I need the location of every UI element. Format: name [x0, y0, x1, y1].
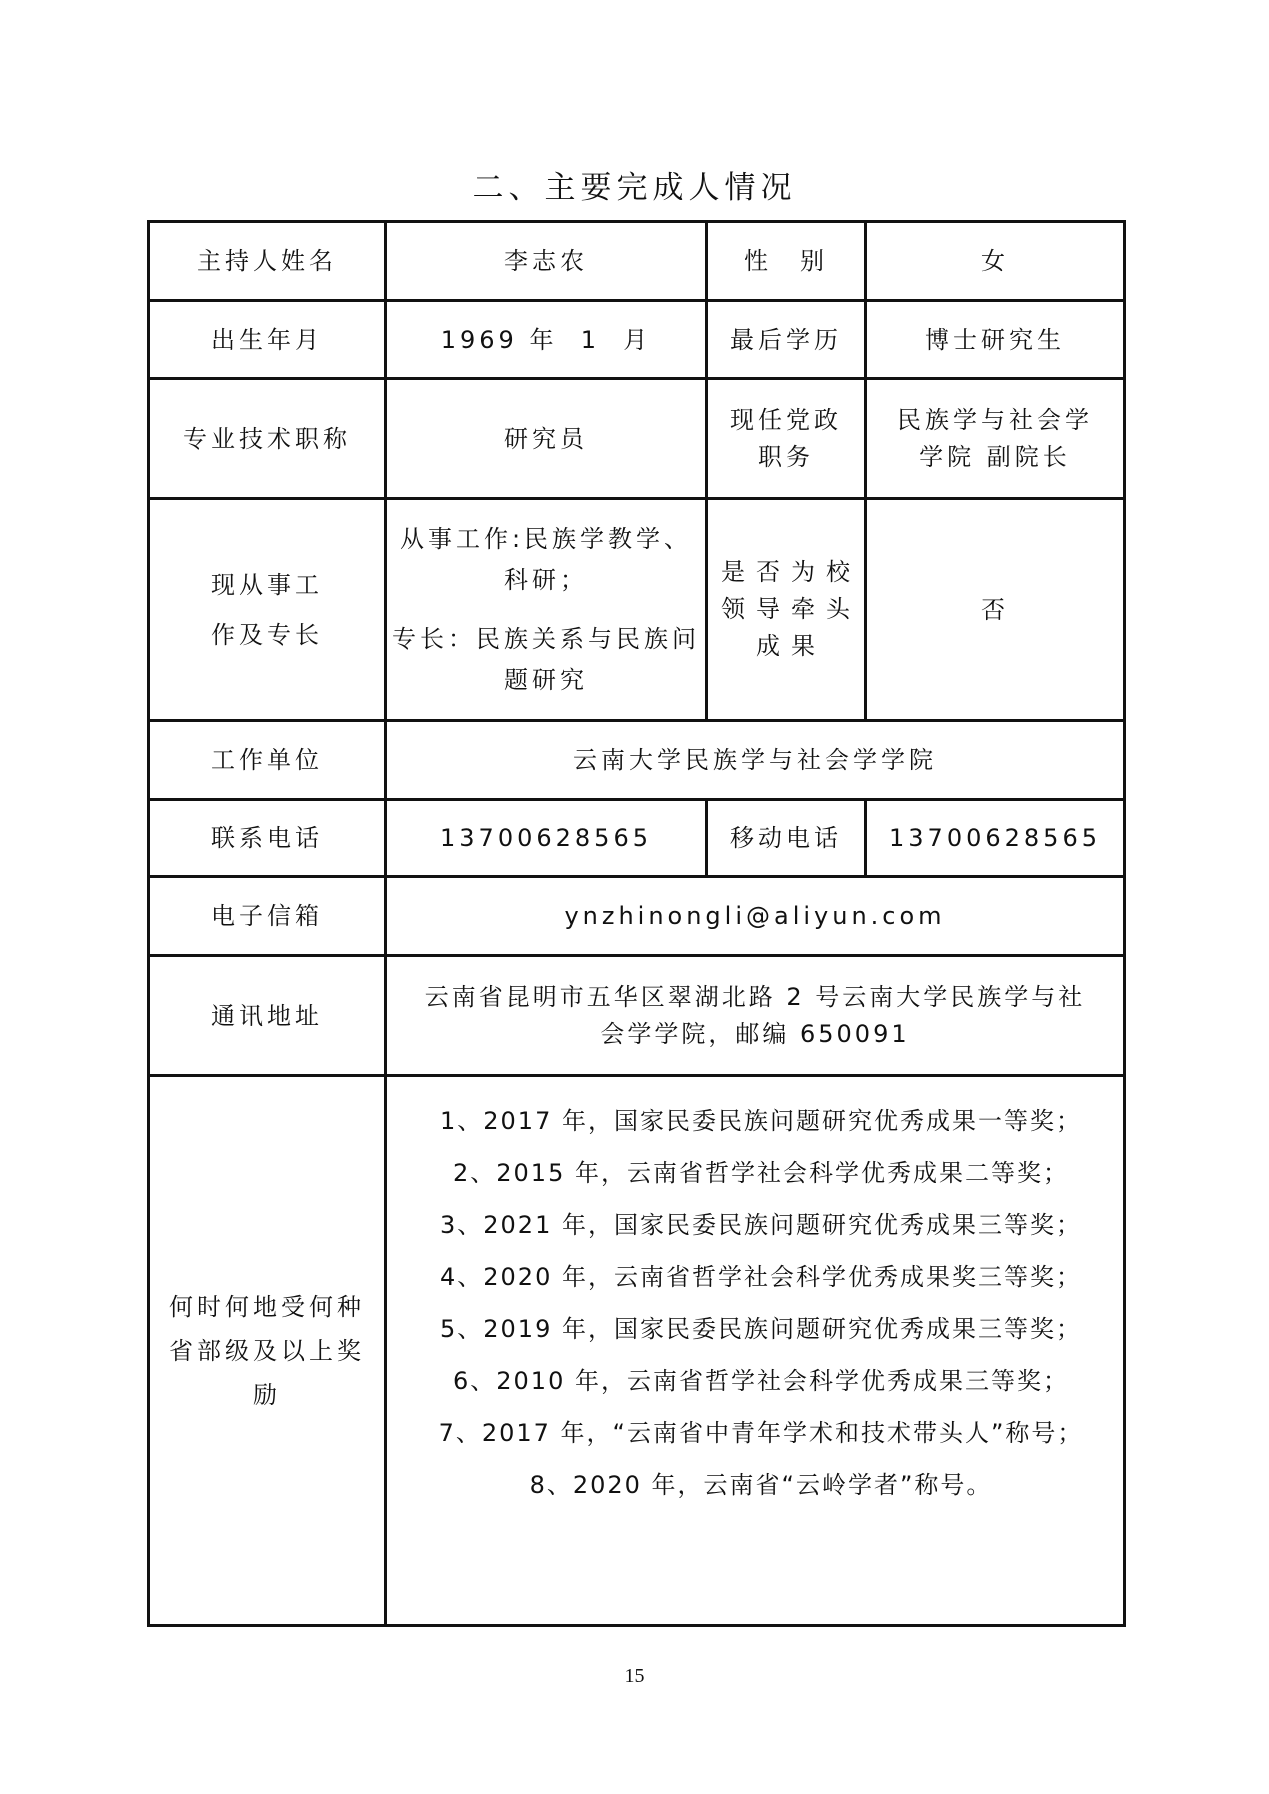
award-item: 7、2017 年，“云南省中青年学术和技术带头人”称号； [438, 1419, 1084, 1447]
position-label-line: 职务 [758, 442, 814, 471]
mobile-label: 移动电话 [707, 800, 866, 877]
position-label-line: 现任党政 [730, 405, 842, 434]
table-row [149, 956, 1125, 1076]
position-label [707, 379, 866, 499]
title-value: 研究员 [386, 379, 707, 499]
award-item: 4、2020 年，云南省哲学社会科学优秀成果奖三等奖； [440, 1263, 1082, 1291]
position-value-line: 学院 副院长 [919, 442, 1071, 471]
title-label: 专业技术职称 [149, 379, 386, 499]
birth-value: 1969 年 1 月 [386, 301, 707, 379]
address-line: 会学学院，邮编 650091 [600, 1019, 910, 1048]
education-value: 博士研究生 [866, 301, 1125, 379]
leader-label: 是否为校领导牵头成果 [707, 499, 866, 721]
table-row [149, 301, 1125, 379]
address-label: 通讯地址 [149, 956, 386, 1076]
award-item: 5、2019 年，国家民委民族问题研究优秀成果三等奖； [440, 1315, 1082, 1343]
personnel-info-table [147, 220, 1126, 1627]
address-value [386, 956, 1125, 1076]
unit-label: 工作单位 [149, 721, 386, 800]
award-item: 3、2021 年，国家民委民族问题研究优秀成果三等奖； [440, 1211, 1082, 1239]
awards-list [386, 1076, 1125, 1626]
phone-label: 联系电话 [149, 800, 386, 877]
table-row [149, 800, 1125, 877]
work-description: 从事工作:民族学教学、科研； [399, 524, 693, 594]
name-label: 主持人姓名 [149, 222, 386, 301]
work-value [386, 499, 707, 721]
email-value: ynzhinongli@aliyun.com [386, 877, 1125, 956]
page-title: 二、主要完成人情况 [472, 170, 797, 206]
phone-value: 13700628565 [386, 800, 707, 877]
award-item: 2、2015 年，云南省哲学社会科学优秀成果二等奖； [453, 1159, 1069, 1187]
award-item: 1、2017 年，国家民委民族问题研究优秀成果一等奖； [440, 1107, 1082, 1135]
leader-value: 否 [866, 499, 1125, 721]
name-value: 李志农 [386, 222, 707, 301]
awards-label: 何时何地受何种省部级及以上奖励 [149, 1076, 386, 1626]
work-label-line: 现从事工 [211, 570, 323, 599]
address-line: 云南省昆明市五华区翠湖北路 2 号云南大学民族学与社 [424, 982, 1086, 1011]
education-label: 最后学历 [707, 301, 866, 379]
birth-label: 出生年月 [149, 301, 386, 379]
unit-value: 云南大学民族学与社会学学院 [386, 721, 1125, 800]
mobile-value: 13700628565 [866, 800, 1125, 877]
gender-label: 性 别 [707, 222, 866, 301]
position-value [866, 379, 1125, 499]
table-row [149, 499, 1125, 721]
email-label: 电子信箱 [149, 877, 386, 956]
work-label [149, 499, 386, 721]
award-item: 6、2010 年，云南省哲学社会科学优秀成果三等奖； [453, 1367, 1069, 1395]
work-label-line: 作及专长 [211, 620, 323, 649]
gender-value: 女 [866, 222, 1125, 301]
table-row [149, 379, 1125, 499]
table-row [149, 877, 1125, 956]
page-number: 15 [624, 1665, 645, 1687]
table-row [149, 721, 1125, 800]
specialty-description: 专长：民族关系与民族问题研究 [392, 624, 700, 694]
table-row [149, 222, 1125, 301]
position-value-line: 民族学与社会学 [897, 405, 1093, 434]
award-item: 8、2020 年，云南省“云岭学者”称号。 [529, 1471, 993, 1499]
table-row [149, 1076, 1125, 1626]
